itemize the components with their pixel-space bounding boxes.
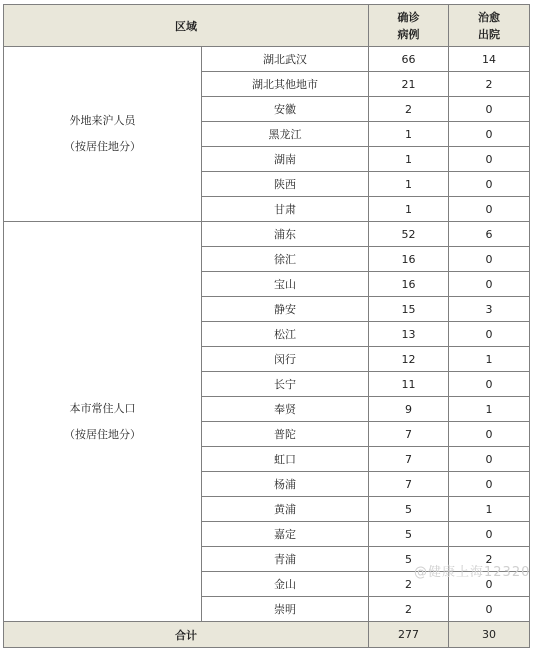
area-cell: 崇明: [202, 597, 369, 622]
discharged-cell: 0: [449, 322, 530, 347]
group-label-line2: （按居住地分）: [64, 427, 141, 441]
area-cell: 金山: [202, 572, 369, 597]
confirmed-cell: 5: [369, 522, 449, 547]
area-cell: 静安: [202, 297, 369, 322]
area-cell: 青浦: [202, 547, 369, 572]
area-cell: 湖南: [202, 147, 369, 172]
area-cell: 杨浦: [202, 472, 369, 497]
case-table: [3, 4, 530, 648]
area-cell: 湖北其他地市: [202, 72, 369, 97]
area-cell: 湖北武汉: [202, 47, 369, 72]
discharged-cell: 0: [449, 197, 530, 222]
header-row: [4, 5, 530, 47]
group-label-line2: （按居住地分）: [64, 140, 141, 153]
header-discharged-line1: 治愈: [478, 10, 500, 24]
discharged-cell: 0: [449, 147, 530, 172]
confirmed-cell: 13: [369, 322, 449, 347]
confirmed-cell: 1: [369, 122, 449, 147]
area-cell: 黄浦: [202, 497, 369, 522]
confirmed-cell: 7: [369, 472, 449, 497]
confirmed-cell: 7: [369, 422, 449, 447]
discharged-cell: 6: [449, 222, 530, 247]
area-cell: 虹口: [202, 447, 369, 472]
area-cell: 黑龙江: [202, 122, 369, 147]
total-row: [4, 622, 530, 648]
discharged-cell: 0: [449, 422, 530, 447]
confirmed-cell: 11: [369, 372, 449, 397]
header-region: 区域: [4, 5, 369, 47]
discharged-cell: 0: [449, 597, 530, 622]
confirmed-cell: 7: [369, 447, 449, 472]
group-label: [4, 47, 202, 222]
confirmed-cell: 12: [369, 347, 449, 372]
total-discharged: 30: [449, 622, 530, 648]
area-cell: 徐汇: [202, 247, 369, 272]
watermark: @健康上海12320: [414, 565, 531, 580]
confirmed-cell: 5: [369, 547, 449, 572]
area-cell: 甘肃: [202, 197, 369, 222]
area-cell: 闵行: [202, 347, 369, 372]
group-label-line1: 外地来沪人员: [69, 114, 136, 127]
discharged-cell: 0: [449, 172, 530, 197]
area-cell: 安徽: [202, 97, 369, 122]
area-cell: 陕西: [202, 172, 369, 197]
confirmed-cell: 2: [369, 97, 449, 122]
confirmed-cell: 2: [369, 572, 449, 597]
area-cell: 嘉定: [202, 522, 369, 547]
discharged-cell: 0: [449, 447, 530, 472]
discharged-cell: 0: [449, 247, 530, 272]
confirmed-cell: 1: [369, 172, 449, 197]
discharged-cell: 2: [449, 72, 530, 97]
header-discharged-line2: 出院: [478, 27, 500, 41]
confirmed-cell: 16: [369, 272, 449, 297]
confirmed-cell: 1: [369, 197, 449, 222]
confirmed-cell: 1: [369, 147, 449, 172]
discharged-cell: 0: [449, 272, 530, 297]
confirmed-cell: 2: [369, 597, 449, 622]
confirmed-cell: 52: [369, 222, 449, 247]
area-cell: 松江: [202, 322, 369, 347]
header-discharged: [449, 5, 530, 47]
confirmed-cell: 5: [369, 497, 449, 522]
discharged-cell: 0: [449, 522, 530, 547]
discharged-cell: 0: [449, 372, 530, 397]
confirmed-cell: 16: [369, 247, 449, 272]
discharged-cell: 1: [449, 497, 530, 522]
header-confirmed: [369, 5, 449, 47]
area-cell: 长宁: [202, 372, 369, 397]
discharged-cell: 0: [449, 122, 530, 147]
discharged-cell: 0: [449, 472, 530, 497]
confirmed-cell: 15: [369, 297, 449, 322]
total-confirmed: 277: [369, 622, 449, 648]
header-confirmed-line2: 病例: [397, 27, 420, 41]
group-label-line1: 本市常住人口: [69, 401, 136, 415]
discharged-cell: 1: [449, 397, 530, 422]
confirmed-cell: 21: [369, 72, 449, 97]
total-label: 合计: [4, 622, 369, 648]
discharged-cell: 14: [449, 47, 530, 72]
discharged-cell: 0: [449, 97, 530, 122]
area-cell: 普陀: [202, 422, 369, 447]
discharged-cell: 1: [449, 347, 530, 372]
header-confirmed-line1: 确诊: [397, 10, 420, 24]
confirmed-cell: 9: [369, 397, 449, 422]
table-row: [4, 47, 530, 72]
area-cell: 奉贤: [202, 397, 369, 422]
area-cell: 宝山: [202, 272, 369, 297]
table-row: [4, 222, 530, 247]
table-body: [4, 47, 530, 622]
discharged-cell: 3: [449, 297, 530, 322]
area-cell: 浦东: [202, 222, 369, 247]
group-label: [4, 222, 202, 622]
discharged-cell: 2: [449, 547, 530, 572]
discharged-cell: 0: [449, 572, 530, 597]
confirmed-cell: 66: [369, 47, 449, 72]
